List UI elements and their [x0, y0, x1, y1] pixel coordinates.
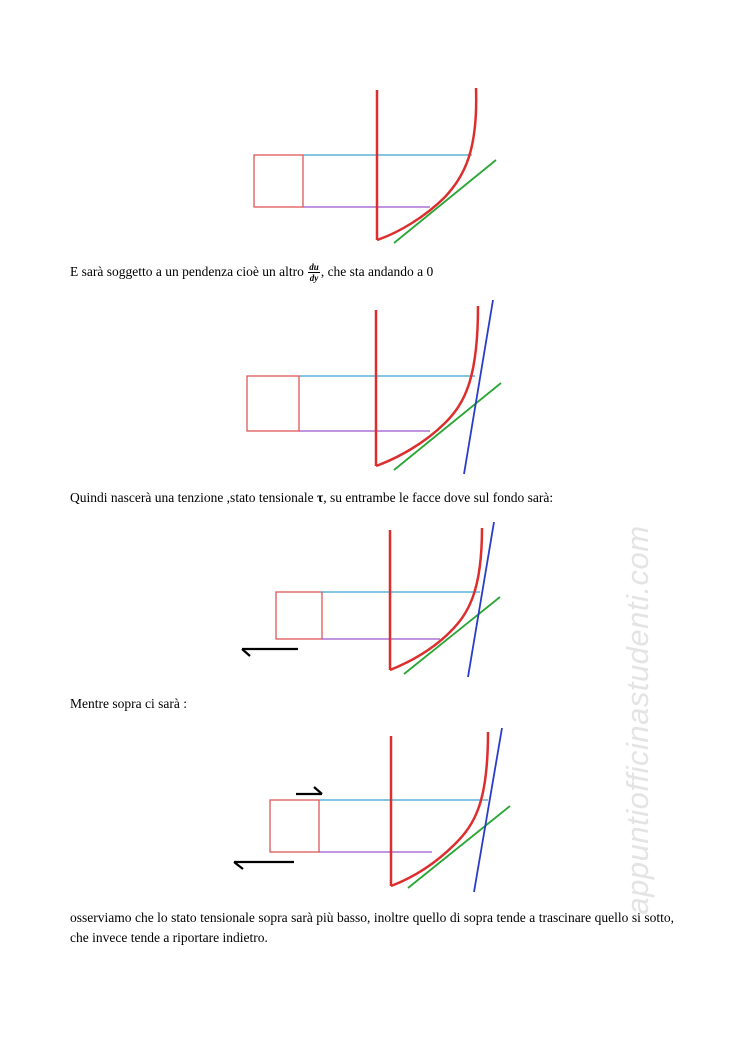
green-tangent-line [404, 597, 500, 674]
fluid-element-box [247, 376, 299, 431]
du-dy-fraction: $\frac{du}{dy}$ [309, 262, 319, 284]
fluid-element-box [270, 800, 319, 852]
watermark: appuntiofficinastudenti.com [620, 525, 655, 915]
paragraph-2: Quindi nascerà una tenzione ,stato tensionale τ, su entrambe le facce dove sul fondo sarà: [70, 490, 554, 505]
green-tangent-line [408, 806, 510, 888]
fluid-element-box [276, 592, 322, 639]
paragraph-4: osserviamo che lo stato tensionale sopra sarà più basso, inoltre quello di sopra tende a trascinare quello si sotto, che invece tende a riportare indietro. [70, 910, 674, 945]
right-arrow-icon [296, 787, 322, 794]
fluid-element-box [254, 155, 303, 207]
green-tangent-line [394, 160, 496, 243]
green-tangent-line [394, 383, 501, 470]
figure-2 [0, 298, 744, 480]
left-arrow-icon [242, 649, 298, 656]
figure-1 [0, 85, 744, 250]
tau-symbol: τ [317, 490, 324, 505]
paragraph-1: E sarà soggetto a un pendenza cioè un altro $\frac{du}{dy}$ , che sta andando a 0 [70, 262, 434, 284]
paragraph-3: Mentre sopra ci sarà : [70, 696, 187, 711]
velocity-profile-curve [376, 306, 478, 466]
left-arrow-icon [234, 862, 294, 869]
